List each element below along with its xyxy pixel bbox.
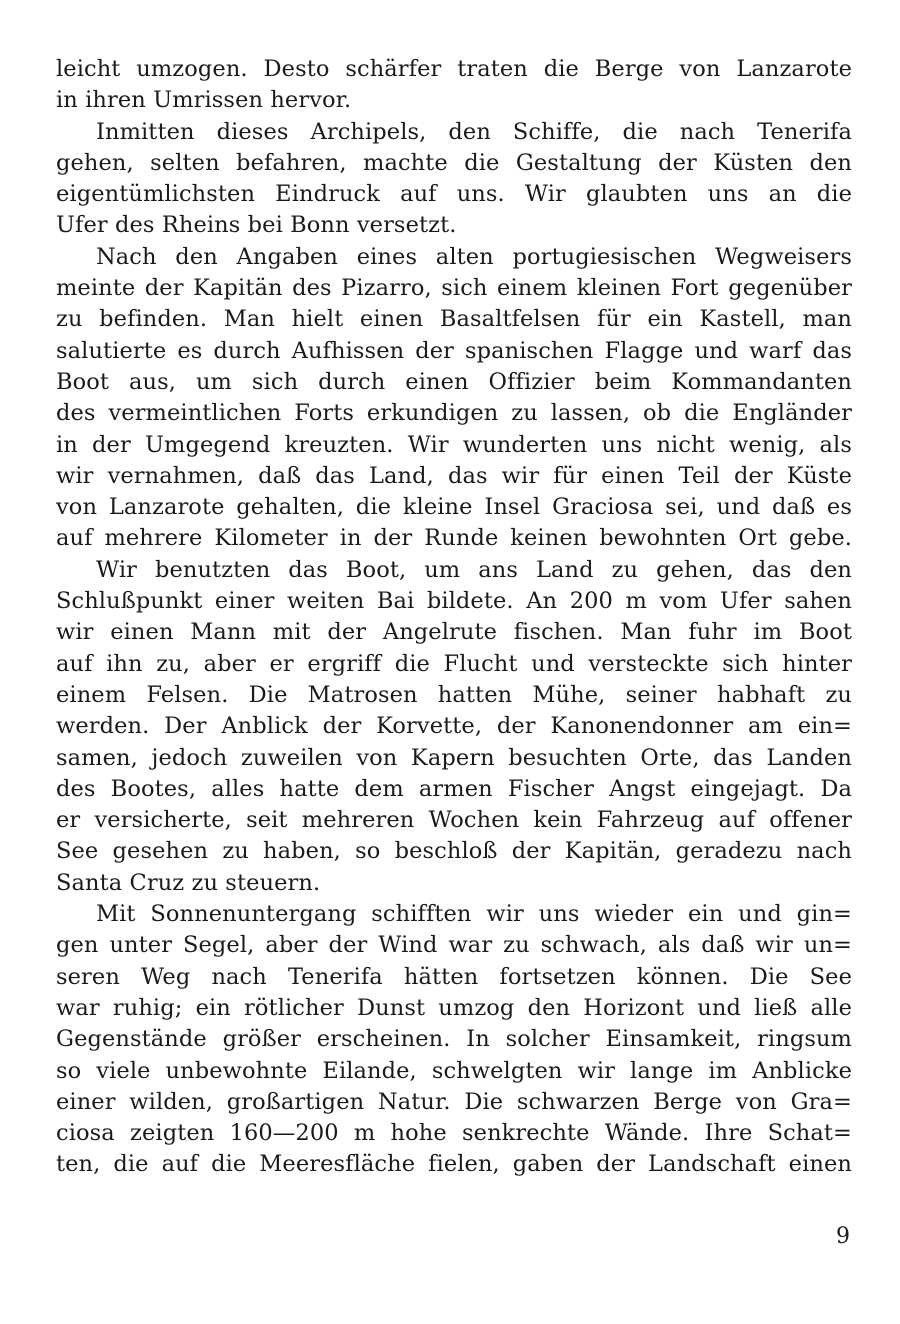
text-line: auf mehrere Kilometer in der Runde keinen bewohnten Ort gebe. [56, 525, 852, 552]
text-line: einer wilden, großartigen Natur. Die schwarzen Berge von Gra= [56, 1088, 852, 1115]
text-line: ten, die auf die Meeresfläche fielen, gaben der Landschaft einen [56, 1151, 852, 1178]
text-line: einem Felsen. Die Matrosen hatten Mühe, seiner habhaft zu [56, 681, 852, 708]
text-line: seren Weg nach Tenerifa hätten fortsetzen können. Die See [56, 963, 852, 990]
text-line: gehen, selten befahren, machte die Gestaltung der Küsten den [56, 149, 852, 176]
text-line: leicht umzogen. Desto schärfer traten die Berge von Lanzarote [56, 56, 852, 82]
text-line: wir vernahmen, daß das Land, das wir für einen Teil der Küste [56, 462, 852, 489]
text-line: Santa Cruz zu steuern. [56, 869, 321, 896]
text-line: zu befinden. Man hielt einen Basaltfelsen für ein Kastell, man [56, 306, 852, 333]
text-line: in der Umgegend kreuzten. Wir wunderten uns nicht wenig, als [56, 431, 852, 458]
text-line: war ruhig; ein rötlicher Dunst umzog den Horizont und ließ alle [56, 994, 852, 1021]
text-line: von Lanzarote gehalten, die kleine Insel Graciosa sei, und daß es [56, 494, 852, 521]
text-line: meinte der Kapitän des Pizarro, sich einem kleinen Fort gegenüber [56, 275, 852, 302]
text-line: so viele unbewohnte Eilande, schwelgten wir lange im Anblicke [56, 1057, 852, 1084]
text-line: Gegenstände größer erscheinen. In solcher Einsamkeit, ringsum [56, 1026, 852, 1053]
text-line: Nach den Angaben eines alten portugiesischen Wegweisers [96, 243, 852, 270]
text-line: Wir benutzten das Boot, um ans Land zu gehen, das den [96, 556, 852, 583]
text-line: See gesehen zu haben, so beschloß der Kapitän, geradezu nach [56, 838, 852, 865]
body-text [56, 54, 852, 1181]
text-line: des vermeintlichen Forts erkundigen zu lassen, ob die Engländer [56, 400, 852, 427]
text-line: eigentümlichsten Eindruck auf uns. Wir glaubten uns an die [56, 181, 852, 208]
text-line: in ihren Umrissen hervor. [56, 87, 352, 114]
text-line: auf ihn zu, aber er ergriff die Flucht und versteckte sich hinter [56, 650, 852, 677]
text-line: gen unter Segel, aber der Wind war zu schwach, als daß wir un= [56, 932, 852, 959]
text-line: des Bootes, alles hatte dem armen Fischer Angst eingejagt. Da [56, 775, 852, 802]
text-line: Schlußpunkt einer weiten Bai bildete. An 200 m vom Ufer sahen [56, 588, 852, 615]
text-line: Boot aus, um sich durch einen Offizier beim Kommandanten [56, 368, 852, 395]
text-line: er versicherte, seit mehreren Wochen kein Fahrzeug auf offener [56, 807, 852, 834]
text-line: salutierte es durch Aufhissen der spanischen Flagge und warf das [56, 337, 852, 364]
text-line: werden. Der Anblick der Korvette, der Kanonendonner am ein= [56, 713, 852, 740]
text-line: Ufer des Rheins bei Bonn versetzt. [56, 212, 457, 239]
text-line: Mit Sonnenuntergang schifften wir uns wieder ein und gin= [96, 901, 852, 928]
text-line: ciosa zeigten 160—200 m hohe senkrechte Wände. Ihre Schat= [56, 1120, 852, 1147]
text-line: samen, jedoch zuweilen von Kapern besuchten Orte, das Landen [56, 744, 852, 771]
page-number: 9 [836, 1224, 850, 1249]
text-line: wir einen Mann mit der Angelrute fischen. Man fuhr im Boot [56, 619, 852, 646]
text-line: Inmitten dieses Archipels, den Schiffe, die nach Tenerifa [96, 118, 852, 145]
